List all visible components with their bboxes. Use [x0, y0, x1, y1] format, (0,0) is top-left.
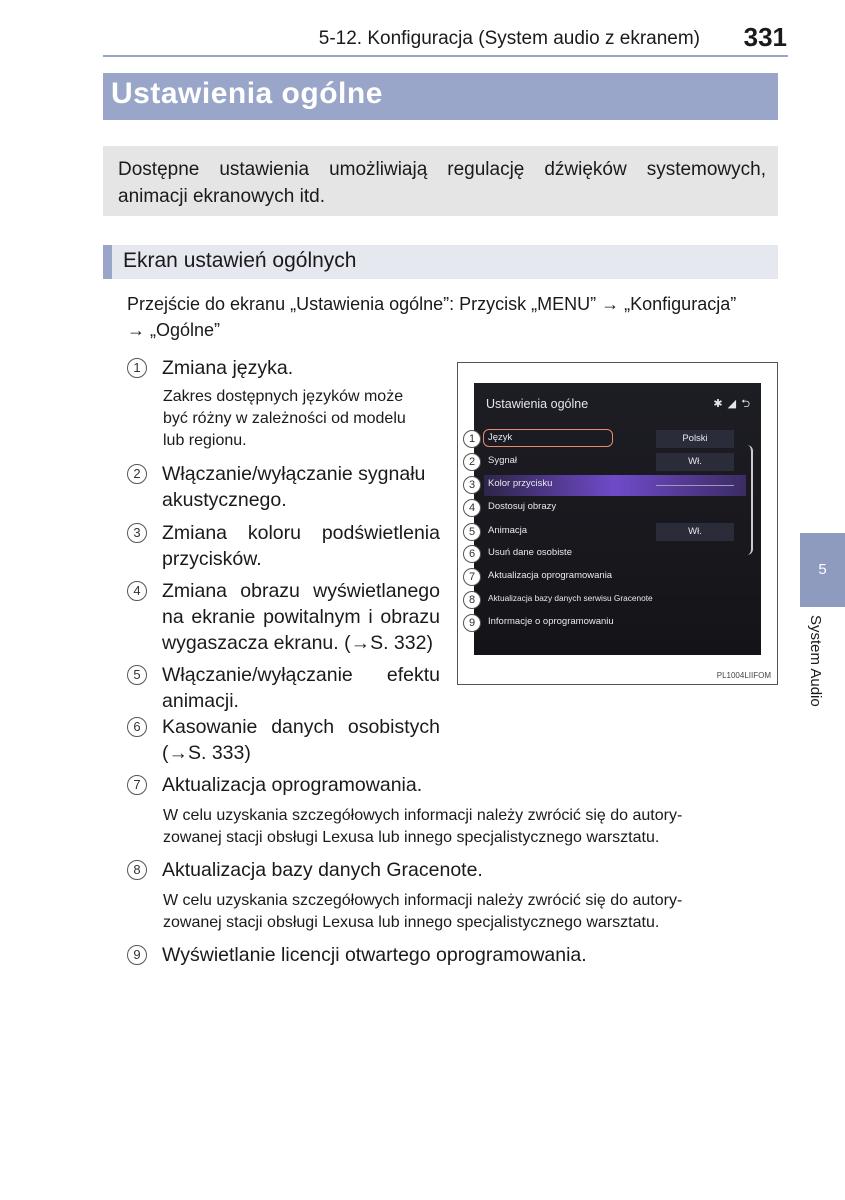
item-text: przycisków.	[162, 548, 262, 570]
item-text: Aktualizacja bazy danych Gracenote.	[162, 859, 483, 881]
item-number: 9	[127, 945, 147, 965]
item-number: 7	[127, 775, 147, 795]
note-line: być różny w zależności od modelu	[163, 410, 406, 427]
navigation-path	[127, 291, 779, 343]
callout-number: 2	[463, 453, 481, 471]
screen-title: Ustawienia ogólne	[486, 397, 589, 411]
screen-row-button-color[interactable]	[484, 475, 746, 496]
item-number: 5	[127, 665, 147, 685]
screen-row-delete-data[interactable]	[484, 544, 746, 565]
row-label: Animacja	[488, 525, 528, 536]
note-line: lub regionu.	[163, 432, 247, 449]
intro-box	[103, 146, 778, 216]
screen-row-images[interactable]	[484, 498, 746, 519]
screen-row-animation[interactable]	[484, 522, 746, 543]
intro-text: Dostępne ustawienia umożliwiają regulację dźwięków systemowych, animacji ekranowych itd.	[118, 159, 766, 207]
item-text: Kasowanie danych osobistych	[162, 716, 440, 738]
item-note	[163, 805, 682, 849]
item-text: akustycznego.	[162, 489, 287, 511]
screen-row-beep[interactable]	[484, 452, 746, 473]
item-text: Włączanie/wyłączanie sygnału	[162, 463, 426, 485]
screen-row-gracenote[interactable]	[484, 590, 746, 611]
item-number: 3	[127, 523, 147, 543]
callout-number: 7	[463, 568, 481, 586]
item-text: Zmiana języka.	[162, 357, 294, 379]
item-text: Aktualizacja oprogramowania.	[162, 774, 423, 796]
item-number: 2	[127, 464, 147, 484]
row-label: Usuń dane osobiste	[488, 547, 572, 558]
item-text: Zmiana obrazu wyświetlanego	[162, 580, 440, 602]
row-label: Aktualizacja bazy danych serwisu Gracenote	[488, 593, 653, 603]
subheading-accent	[103, 245, 112, 279]
navigation-path-line: Przejście do ekranu „Ustawienia ogólne”: Przycisk „MENU” → „Konfiguracja”	[127, 294, 737, 314]
note-line: zowanej stacji obsługi Lexusa lub innego specjalistycznego warsztatu.	[163, 914, 660, 931]
subheading-bar	[103, 245, 778, 279]
item-text: (→S. 333)	[162, 742, 251, 764]
row-value[interactable]	[656, 485, 734, 486]
item-text: Włączanie/wyłączanie efektu	[162, 664, 440, 686]
item-text: Wyświetlanie licencji otwartego oprogramowania.	[162, 944, 587, 966]
note-line: W celu uzyskania szczegółowych informacji należy zwrócić się do autory-	[163, 807, 683, 824]
status-icons	[713, 395, 751, 414]
item-note	[163, 386, 406, 452]
row-label: Aktualizacja oprogramowania	[488, 570, 613, 581]
scrollbar[interactable]	[747, 445, 753, 555]
callout-number: 6	[463, 545, 481, 563]
chapter-tab	[800, 533, 845, 607]
chapter-name: System Audio	[807, 615, 824, 707]
item-number: 4	[127, 581, 147, 601]
figure-code: PL1004LIIFOM	[716, 671, 771, 680]
signal-icon: ◢	[727, 398, 738, 410]
callout-number: 8	[463, 591, 481, 609]
row-label: Dostosuj obrazy	[488, 501, 557, 512]
item-number: 1	[127, 358, 147, 378]
callout-number: 5	[463, 523, 481, 541]
row-label: Informacje o oprogramowaniu	[488, 616, 614, 627]
navigation-path-line: → „Ogólne”	[127, 320, 221, 340]
screen-row-software-update[interactable]	[484, 567, 746, 588]
running-header: 5-12. Konfiguracja (System audio z ekranem)	[318, 28, 700, 49]
chapter-label	[800, 615, 830, 735]
screen-row-software-info[interactable]	[484, 613, 746, 634]
item-note	[163, 890, 682, 934]
item-number: 6	[127, 717, 147, 737]
note-line: Zakres dostępnych języków może	[163, 388, 404, 405]
callout-number: 1	[463, 430, 481, 448]
row-value[interactable]: Wł.	[656, 453, 734, 471]
row-label: Sygnał	[488, 455, 518, 466]
row-value[interactable]: Polski	[656, 430, 734, 448]
item-text: na ekranie powitalnym i obrazu	[162, 606, 440, 628]
screen-row-language[interactable]	[484, 429, 746, 450]
bluetooth-icon: ✱	[713, 398, 724, 410]
callout-number: 3	[463, 476, 481, 494]
chapter-number: 5	[818, 561, 827, 578]
item-text: animacji.	[162, 690, 239, 712]
callout-number: 4	[463, 499, 481, 517]
section-title-bar	[103, 73, 778, 120]
section-title: Ustawienia ogólne	[111, 77, 383, 110]
callout-number: 9	[463, 614, 481, 632]
item-text: wygaszacza ekranu. (→S. 332)	[162, 632, 433, 654]
item-number: 8	[127, 860, 147, 880]
screen-figure	[457, 362, 778, 685]
back-icon[interactable]: ⮌	[741, 398, 751, 410]
settings-screen	[474, 383, 761, 655]
row-value[interactable]: Wł.	[656, 523, 734, 541]
page-number: 331	[743, 22, 787, 52]
note-line: W celu uzyskania szczegółowych informacji należy zwrócić się do autory-	[163, 892, 683, 909]
row-label: Język	[484, 430, 612, 446]
row-label: Kolor przycisku	[488, 478, 553, 489]
item-text: Zmiana koloru podświetlenia	[162, 522, 440, 544]
header-rule	[103, 55, 788, 57]
note-line: zowanej stacji obsługi Lexusa lub innego specjalistycznego warsztatu.	[163, 829, 660, 846]
subheading: Ekran ustawień ogólnych	[123, 249, 357, 272]
